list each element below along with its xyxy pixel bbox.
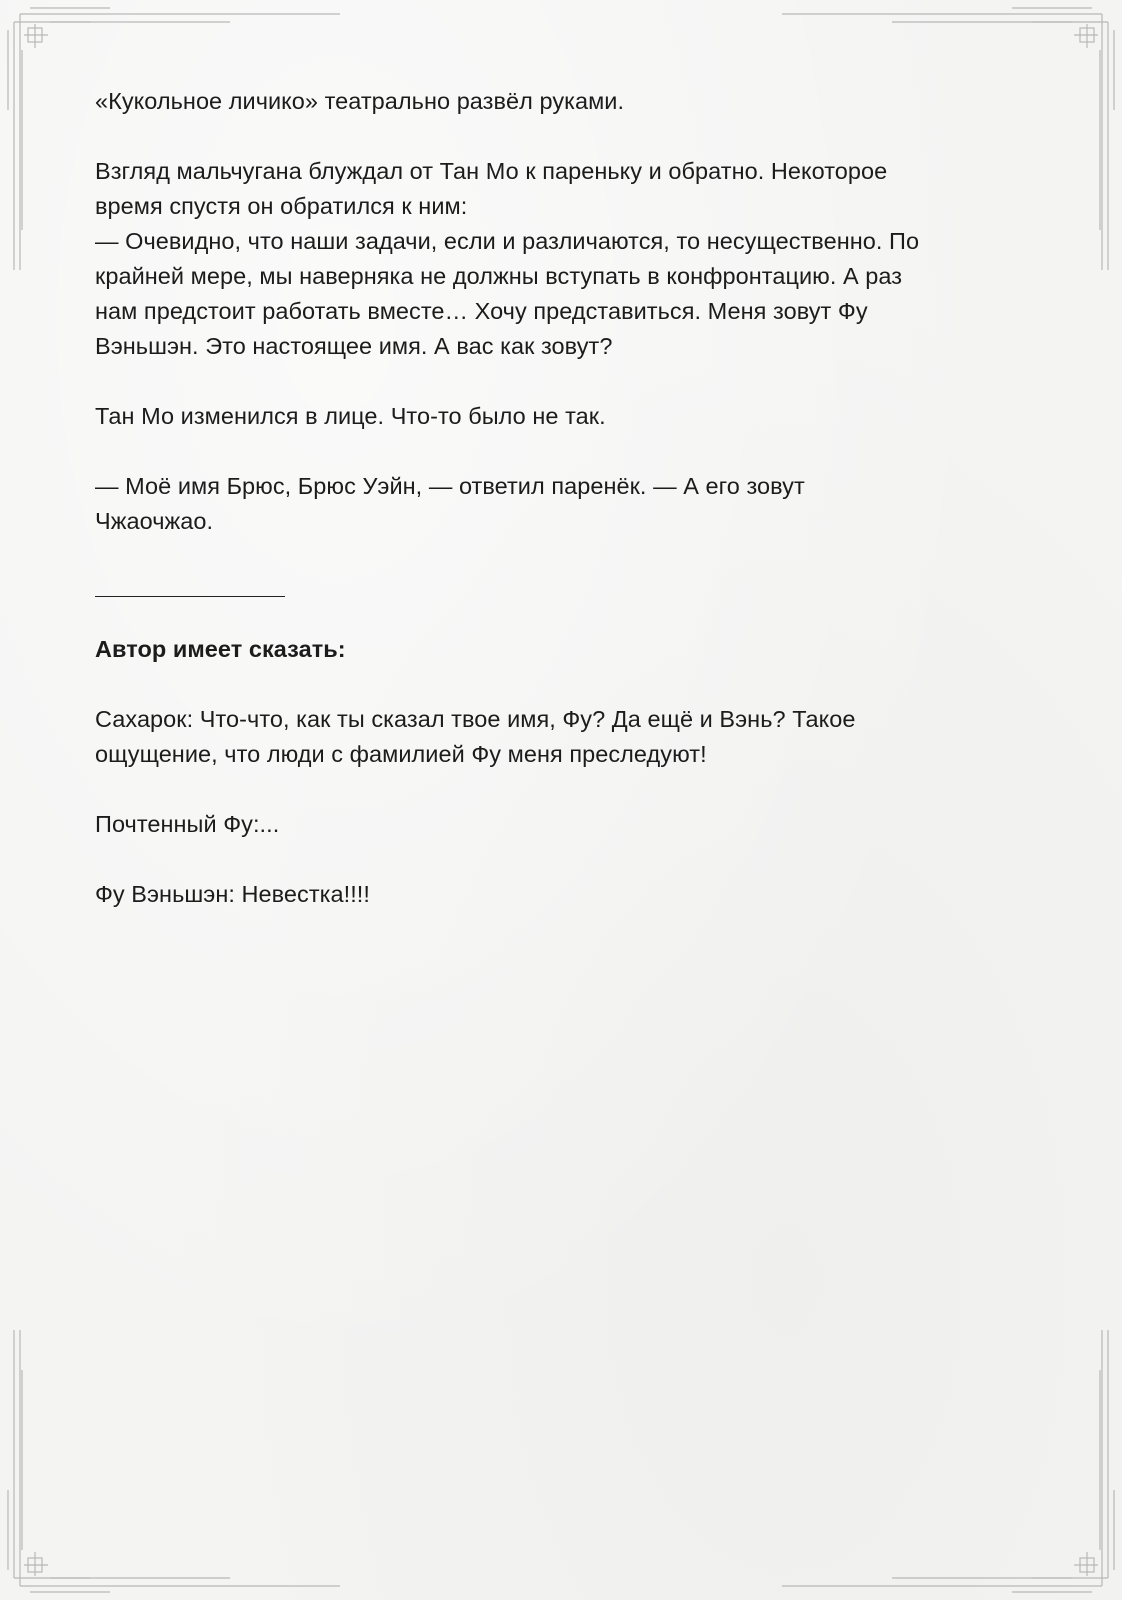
paragraph	[95, 469, 1035, 539]
text-line: «Кукольное личико» театрально развёл руками.	[95, 88, 625, 114]
text-line: — Моё имя Брюс, Брюс Уэйн, — ответил паренёк. — А его зовут	[95, 473, 805, 499]
text-line: Сахарок: Что-что, как ты сказал твое имя, Фу? Да ещё и Вэнь? Такое	[95, 706, 856, 732]
text-line: Чжаочжао.	[95, 508, 214, 534]
frame-corner-bottom-right	[782, 1330, 1114, 1592]
author-note-paragraph	[95, 702, 1035, 772]
author-note-paragraph	[95, 807, 1035, 842]
text-line: Фу Вэньшэн: Невестка!!!!	[95, 881, 370, 907]
text-line: ощущение, что люди с фамилией Фу меня преследуют!	[95, 741, 707, 767]
frame-corner-bottom-left	[8, 1330, 340, 1592]
section-separator	[95, 574, 285, 597]
text-line: Взгляд мальчугана блуждал от Тан Мо к пареньку и обратно. Некоторое	[95, 158, 888, 184]
author-note-heading: Автор имеет сказать:	[95, 636, 346, 662]
author-note-paragraph	[95, 877, 1035, 912]
text-line: нам предстоит работать вместе… Хочу представиться. Меня зовут Фу	[95, 298, 868, 324]
paragraph	[95, 84, 1035, 119]
text-line: время спустя он обратился к ним:	[95, 193, 468, 219]
text-line: — Очевидно, что наши задачи, если и различаются, то несущественно. По	[95, 228, 920, 254]
text-line: Почтенный Фу:...	[95, 811, 280, 837]
paragraph	[95, 399, 1035, 434]
text-line: Вэньшэн. Это настоящее имя. А вас как зовут?	[95, 333, 613, 359]
text-line: крайней мере, мы наверняка не должны вступать в конфронтацию. А раз	[95, 263, 903, 289]
text-line: Тан Мо изменился в лице. Что-то было не так.	[95, 403, 606, 429]
paragraph	[95, 154, 1035, 364]
document-body	[95, 84, 1035, 947]
